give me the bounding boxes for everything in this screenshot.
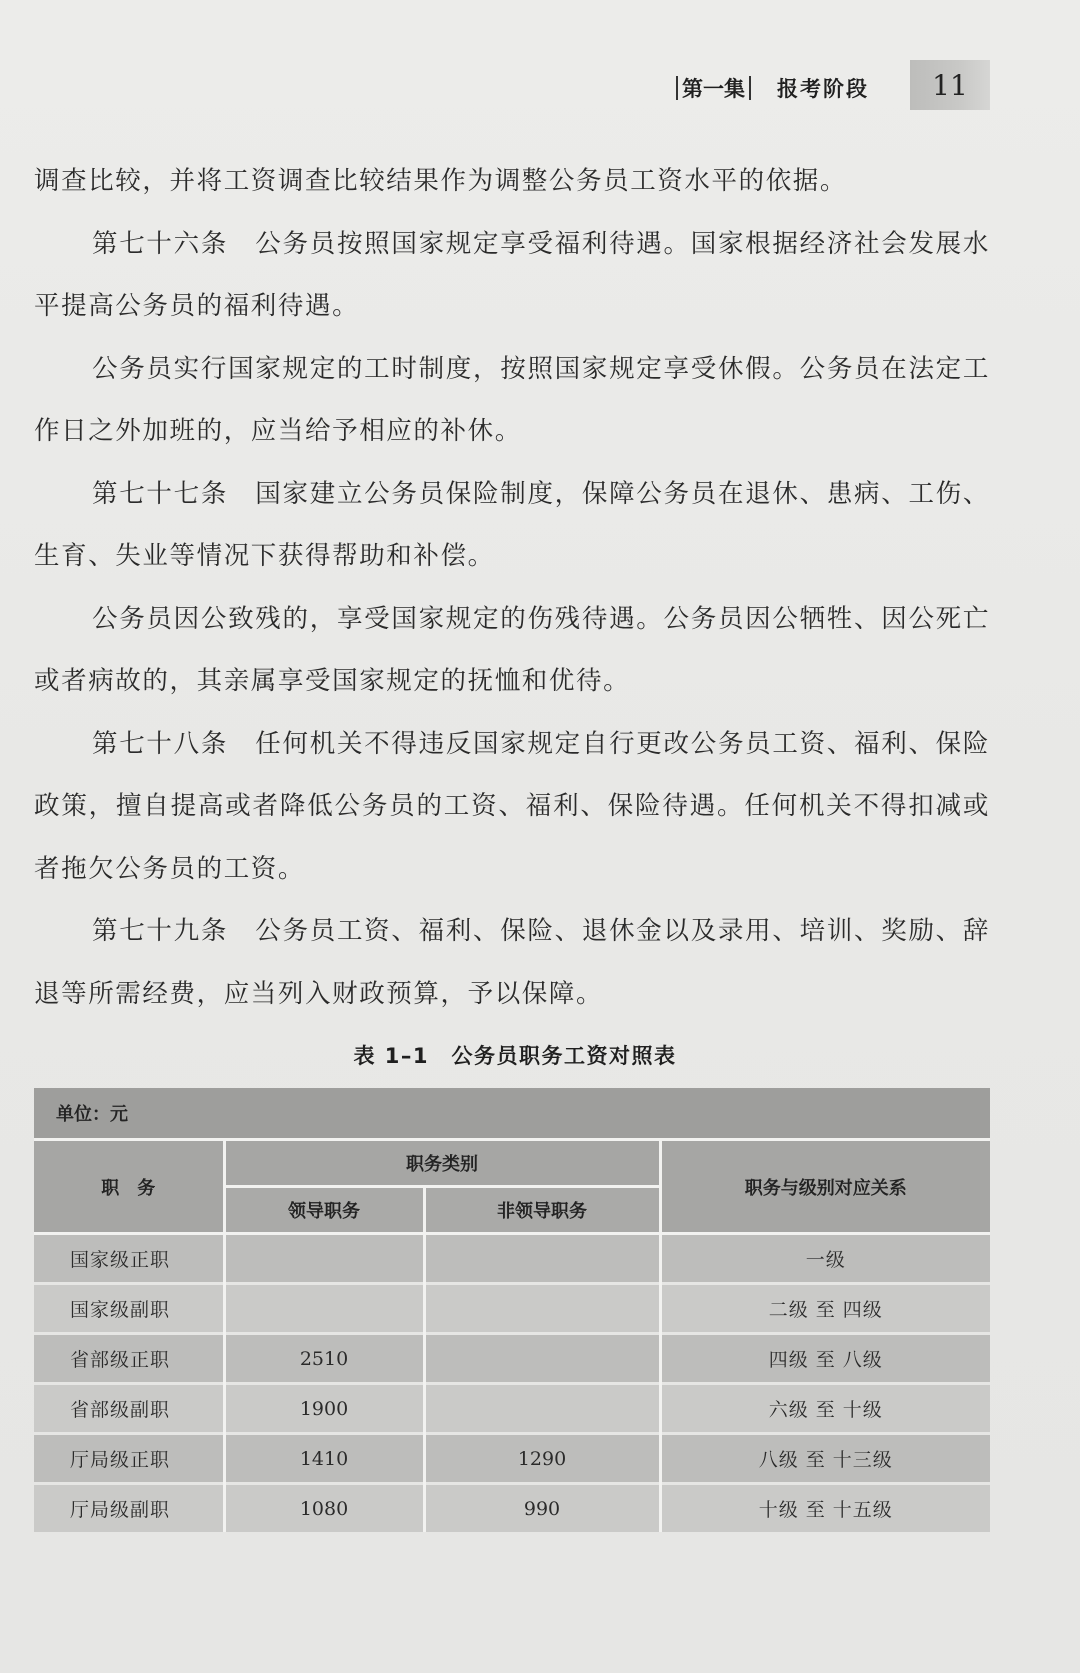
post-cell: 厅局级正职 xyxy=(34,1434,224,1484)
section-label: 报考阶段 xyxy=(777,77,869,101)
table-row xyxy=(34,1384,990,1434)
divider xyxy=(749,76,751,100)
table-row xyxy=(34,1434,990,1484)
header-post: 职 务 xyxy=(34,1141,224,1234)
leading-cell xyxy=(224,1284,424,1334)
body-text xyxy=(34,150,990,1025)
header-leading: 领导职务 xyxy=(224,1187,424,1234)
non-leading-cell xyxy=(424,1234,660,1284)
paragraph: 公务员实行国家规定的工时制度，按照国家规定享受休假。公务员在法定工作日之外加班的，应当给予相应的补休。 xyxy=(34,353,990,446)
paragraph: 第七十七条 国家建立公务员保险制度，保障公务员在退休、患病、工伤、生育、失业等情况下获得帮助和补偿。 xyxy=(34,478,990,571)
part-label: 第一集 xyxy=(682,77,745,101)
non-leading-cell: 990 xyxy=(424,1484,660,1533)
leading-cell: 1410 xyxy=(224,1434,424,1484)
post-cell: 厅局级副职 xyxy=(34,1484,224,1533)
paragraph: 第七十六条 公务员按照国家规定享受福利待遇。国家根据经济社会发展水平提高公务员的福利待遇。 xyxy=(34,228,990,321)
paragraph: 第七十八条 任何机关不得违反国家规定自行更改公务员工资、福利、保险政策，擅自提高或者降低公务员的工资、福利、保险待遇。任何机关不得扣减或者拖欠公务员的工资。 xyxy=(34,728,990,884)
header-category: 职务类别 xyxy=(224,1141,660,1187)
running-head xyxy=(672,66,869,110)
post-cell: 省部级副职 xyxy=(34,1384,224,1434)
grade-cell: 二级 至 四级 xyxy=(660,1284,990,1334)
table-unit: 单位：元 xyxy=(34,1088,990,1141)
non-leading-cell xyxy=(424,1384,660,1434)
non-leading-cell xyxy=(424,1284,660,1334)
post-cell: 省部级正职 xyxy=(34,1334,224,1384)
grade-cell: 四级 至 八级 xyxy=(660,1334,990,1384)
leading-cell: 2510 xyxy=(224,1334,424,1384)
header-non-leading: 非领导职务 xyxy=(424,1187,660,1234)
non-leading-cell xyxy=(424,1334,660,1384)
divider xyxy=(676,76,678,100)
table-row xyxy=(34,1484,990,1533)
non-leading-cell: 1290 xyxy=(424,1434,660,1484)
leading-cell: 1900 xyxy=(224,1384,424,1434)
post-cell: 国家级副职 xyxy=(34,1284,224,1334)
page-number: 11 xyxy=(910,60,990,110)
table-row xyxy=(34,1284,990,1334)
leading-cell: 1080 xyxy=(224,1484,424,1533)
header-grade: 职务与级别对应关系 xyxy=(660,1141,990,1234)
paragraph: 第七十九条 公务员工资、福利、保险、退休金以及录用、培训、奖励、辞退等所需经费，应当列入财政预算，予以保障。 xyxy=(34,916,990,1009)
paragraph: 调查比较，并将工资调查比较结果作为调整公务员工资水平的依据。 xyxy=(34,166,848,196)
paragraph: 公务员因公致残的，享受国家规定的伤残待遇。公务员因公牺牲、因公死亡或者病故的，其亲属享受国家规定的抚恤和优待。 xyxy=(34,603,990,696)
table-row xyxy=(34,1234,990,1284)
grade-cell: 十级 至 十五级 xyxy=(660,1484,990,1533)
leading-cell xyxy=(224,1234,424,1284)
table-title: 表 1–1 公务员职务工资对照表 xyxy=(353,1044,677,1068)
grade-cell: 一级 xyxy=(660,1234,990,1284)
post-cell: 国家级正职 xyxy=(34,1234,224,1284)
salary-grid xyxy=(34,1141,990,1532)
grade-cell: 八级 至 十三级 xyxy=(660,1434,990,1484)
salary-table xyxy=(34,1088,990,1538)
table-row xyxy=(34,1334,990,1384)
grade-cell: 六级 至 十级 xyxy=(660,1384,990,1434)
